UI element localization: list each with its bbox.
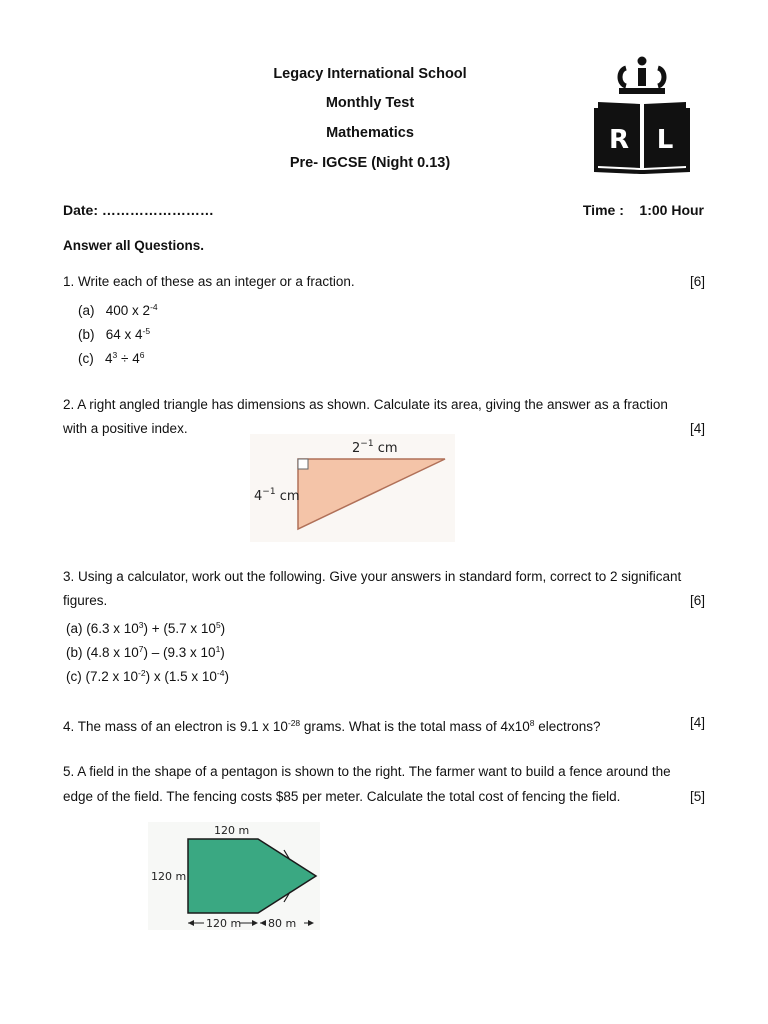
triangle-top-label: $2^{-1}$ cm [352,439,398,456]
pentagon-bottom-b-label: 80 m [268,917,297,930]
part-label: (c) [78,351,94,366]
crown-icon [619,57,665,95]
exponent: -5 [142,326,151,336]
q5-line-2-row [63,785,705,809]
q3-part-c: (c) (7.2 x $10^{-2}$) x (1.5 x $10^{-4}$) [66,668,229,684]
exponent: -4 [150,302,158,312]
q4-row [63,711,705,739]
pentagon-left-label: 120 m [151,870,187,883]
school-name: Legacy International School [273,66,467,82]
exponent: 5 [215,620,221,630]
q3-line-2: figures. [63,593,108,608]
q3-marks: [6] [689,593,705,608]
date-label: Date: …………………… [63,202,214,218]
class-title: Pre- IGCSE (Night 0.13) [289,155,451,171]
q5-line-2: edge of the field. The fencing costs $85 per meter. Calculate the total cost of fencing the field. [63,789,621,804]
q3-line-1: 3. Using a calculator, work out the following. Give your answers in standard form, correct to 2 significant [63,569,682,584]
part-base-b: 4 [132,351,140,366]
part-label: (a) [78,303,95,318]
exponent: 3 [112,350,118,360]
exponent: -28 [287,718,301,728]
part-expression: 64 x 4 [105,327,143,342]
test-title: Monthly Test [325,95,415,111]
q3-line-2-row [63,589,705,613]
q5-line-1: 5. A field in the shape of a pentagon is shown to the right. The farmer want to build a fence around the [63,764,671,779]
time-value: 1:00 Hour [639,202,704,218]
exponent: -2 [138,668,146,678]
pentagon-bottom-a-label: 120 m [206,917,242,930]
time-label: Time : [582,202,624,218]
logo-letter-l: L [656,125,674,155]
q3-part-b: (b) (4.8 x $10^7) - (9.3$ x $10^1$) [66,644,225,660]
exponent: 6 [139,350,145,360]
part-expression: 400 x 2 [105,303,151,318]
time-row [583,198,704,222]
q2-marks: [4] [689,421,705,436]
triangle-side-label: $4^{-1}$ cm [254,487,300,504]
q1-part-c [78,343,378,371]
q5-marks: [5] [689,789,705,804]
pentagon-top-label: 120 m [214,824,250,837]
q2-line-2: with a positive index. [63,421,188,436]
q1-text-row [63,270,705,294]
instruction: Answer all Questions. [63,238,205,253]
part-label: (b) [78,327,95,342]
operator: ÷ [117,351,133,366]
q2-line-1: 2. A right angled triangle has dimensions as shown. Calculate its area, giving the answer as a fraction [63,397,668,412]
q3-part-a: (a) (6.3 x $10^3) + (5.7$ x $10^5$) [66,620,226,636]
book-icon [594,102,690,174]
exponent: 7 [138,644,144,654]
exponent: 8 [529,718,535,728]
part-base-a: 4 [105,351,113,366]
q4-marks: [4] [689,715,705,730]
subject-title: Mathematics [326,125,414,141]
logo-letter-r: R [608,125,630,155]
exponent: 1 [215,644,221,654]
q4-text: 4. The mass of an electron is 9.1 x $10^{-28}$ grams. What is the total mass of $4x10^8$ electrons? [63,718,601,734]
pentagon-diagram [148,822,320,930]
triangle-diagram [250,434,455,542]
q1-text: 1. Write each of these as an integer or a fraction. [63,274,355,289]
exponent: -4 [216,668,225,678]
right-angle-marker [298,459,308,469]
q1-marks: [6] [689,274,705,289]
date-time-row [63,198,705,222]
school-logo [592,54,692,176]
exponent: 3 [138,620,144,630]
